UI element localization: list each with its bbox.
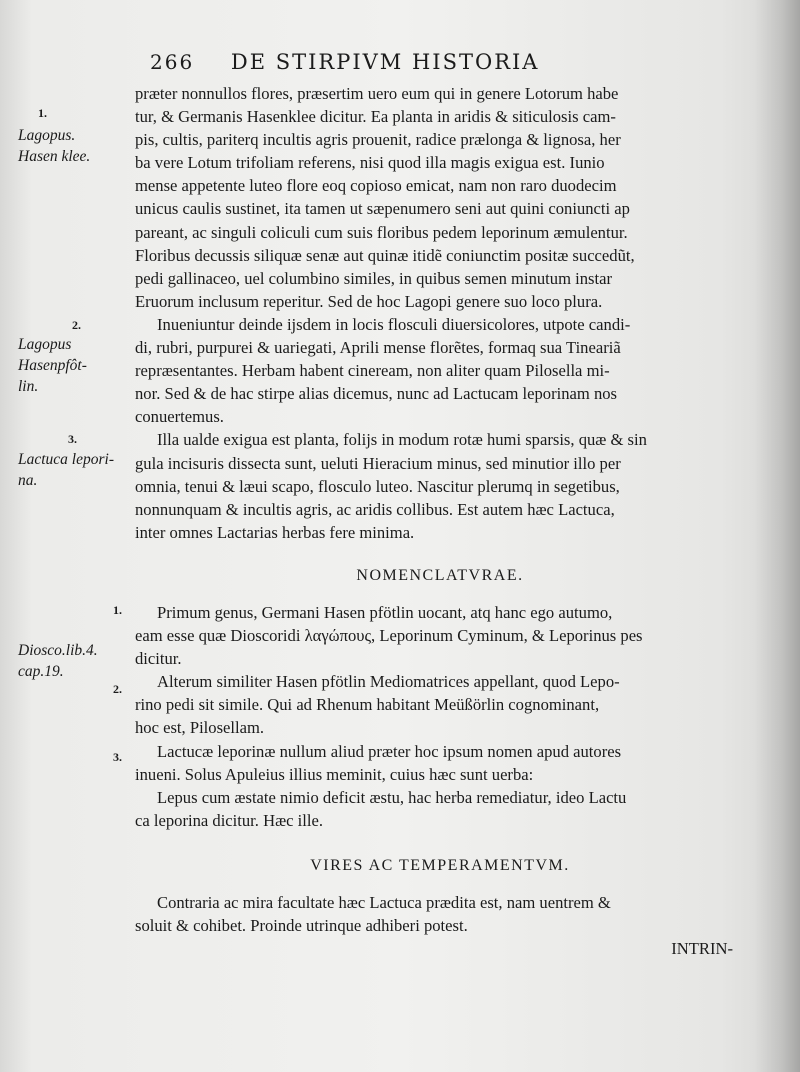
margin-note-lactuca [18, 449, 138, 491]
text-line: nonnunquam & incultis agris, ac aridis collibus. Est autem hæc Lactuca, [135, 499, 615, 519]
margin-note-line: Diosco.lib.4. [18, 642, 98, 659]
text-line: nor. Sed & de hac stirpe alias dicemus, nunc ad Lactucam leporinam nos [135, 384, 617, 404]
text-line: Eruorum inclusum reperitur. Sed de hoc Lagopi genere suo loco plura. [135, 291, 603, 311]
text-line: præter nonnullos flores, præsertim uero eum qui in genere Lotorum habe [135, 84, 619, 103]
nomen-marker-3: 3. [113, 749, 122, 764]
section-heading-vires: VIRES AC TEMPERAMENTVM. [310, 856, 570, 874]
text-line: conuertemus. [135, 407, 224, 427]
text-line: Primum genus, Germani Hasen pfötlin uocant, atq hanc ego autumo, [157, 602, 613, 622]
margin-note-line: lin. [18, 378, 39, 395]
margin-note-hasenpfotlin [18, 334, 138, 397]
paragraph-flosculi [135, 313, 745, 428]
page-number: 266 [150, 50, 195, 74]
nomen-marker-1: 1. [113, 602, 122, 617]
text-line: rino pedi sit simile. Qui ad Rhenum habitant Meüßörlin cognominant, [135, 695, 600, 715]
margin-note-line: Hasenpfôt- [18, 357, 87, 374]
text-line: soluit & cohibet. Proinde utrinque adhiberi potest. [135, 916, 468, 936]
text-line: Illa ualde exigua est planta, folijs in modum rotæ humi sparsis, quæ & sin [157, 430, 647, 450]
text-line: omnia, tenui & læui scapo, flosculo luteo. Nascitur plerumq in segetibus, [135, 476, 620, 496]
margin-marker-3: 3. [68, 432, 77, 446]
text-line: pareant, ac singuli coliculi cum suis floribus pedem leporinum æmulentur. [135, 222, 628, 242]
page-gutter-shadow [754, 0, 800, 1072]
paragraph-lactuca [135, 428, 745, 543]
text-line: repræsentantes. Herbam habent cineream, non aliter quam Pilosella mi- [135, 361, 610, 381]
margin-note-line: Lactuca lepori- [18, 451, 114, 468]
margin-note-line: na. [18, 472, 38, 489]
nomen-marker-2: 2. [113, 682, 122, 697]
text-line: unicus caulis sustinet, ita tamen ut sæpenumero seni aut quini coniuncti ap [135, 199, 630, 219]
paragraph-nomen-1 [113, 601, 745, 670]
text-line: ca leporina dicitur. Hæc ille. [135, 810, 324, 830]
catchword: INTRIN- [671, 939, 733, 959]
margin-note-line: Lagopus [18, 336, 72, 353]
running-title: DE STIRPIVM HISTORIA [230, 50, 540, 74]
paragraph-vires [135, 891, 745, 937]
margin-note-line: cap.19. [18, 663, 64, 680]
text-line: Floribus decussis siliquæ senæ aut quinæ itidẽ coniunctim positæ succedũt, [135, 245, 635, 265]
paragraph-lagopus [135, 82, 745, 313]
text-line: tur, & Germanis Hasenklee dicitur. Ea planta in aridis & siticulosis cam- [135, 107, 616, 127]
margin-marker-1: 1. [38, 106, 47, 120]
section-heading-nomenclature: NOMENCLATVRAE. [356, 566, 524, 584]
text-line: inueni. Solus Apuleius illius meminit, cuius hæc sunt uerba: [135, 764, 534, 784]
margin-marker-2: 2. [72, 318, 81, 332]
text-line: mense appetente luteo flore eoq copioso emicat, nam non raro duodecim [135, 176, 617, 196]
text-line: dicitur. [135, 649, 182, 669]
main-text [113, 82, 745, 960]
paragraph-nomen-3 [113, 740, 745, 832]
paragraph-nomen-2 [113, 670, 745, 739]
margin-note-lagopus [18, 125, 138, 167]
text-line: eam esse quæ Dioscoridi λαγώπους, Leporinum Cyminum, & Leporinus pes [135, 626, 643, 646]
margin-note-dioscorides-ref [18, 640, 138, 682]
text-line: Alterum similiter Hasen pfötlin Mediomatrices appellant, quod Lepo- [157, 672, 620, 692]
text-line: pedi gallinaceo, uel columbino similes, in quibus semen minutum instar [135, 268, 612, 288]
text-line: Lactucæ leporinæ nullum aliud præter hoc ipsum nomen apud autores [157, 741, 622, 761]
margin-note-line: Hasen klee. [18, 148, 91, 165]
text-line: Lepus cum æstate nimio deficit æstu, hac herba remediatur, ideo Lactu [157, 787, 627, 807]
text-line: di, rubri, purpurei & uariegati, Aprili mense florẽtes, formaq sua Tineariã [135, 338, 621, 358]
text-line: ba vere Lotum trifoliam referens, nisi quod illa magis exigua est. Iunio [135, 153, 605, 173]
text-line: gula incisuris dissecta sunt, ueluti Hieracium minus, sed minutior illo per [135, 453, 621, 473]
running-header [150, 50, 640, 74]
margin-note-line: Lagopus. [18, 127, 76, 144]
text-line: inter omnes Lactarias herbas fere minima. [135, 522, 415, 542]
text-line: Contraria ac mira facultate hæc Lactuca prædita est, nam uentrem & [157, 893, 611, 912]
text-line: hoc est, Pilosellam. [135, 718, 265, 738]
text-line: pis, cultis, pariterq incultis agris prouenit, radice prælonga & lignosa, her [135, 130, 621, 150]
text-line: Inueniuntur deinde ijsdem in locis flosculi diuersicolores, utpote candi- [157, 314, 631, 334]
